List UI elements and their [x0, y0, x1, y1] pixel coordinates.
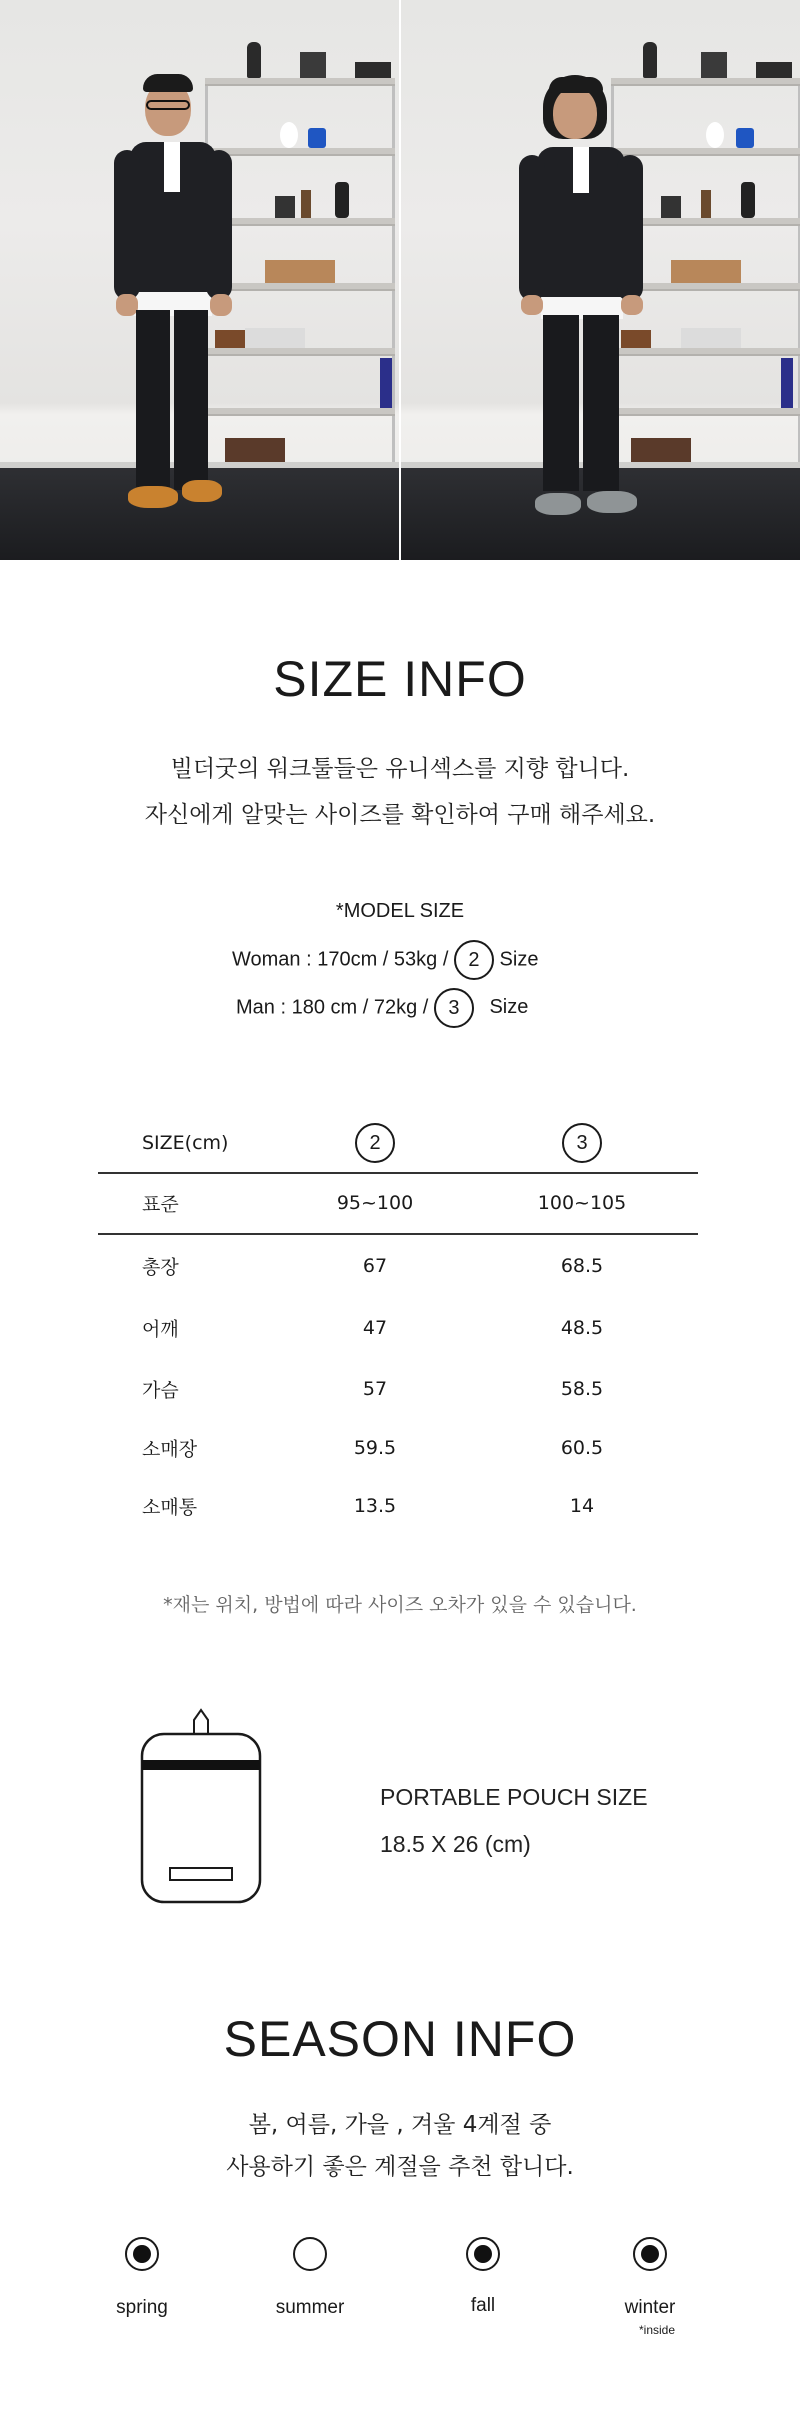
size-info-title: SIZE INFO: [273, 651, 527, 707]
season-line-2: 사용하기 좋은 계절을 추천 합니다.: [226, 2154, 574, 2180]
row-value: 67: [362, 1255, 388, 1277]
size-table-header: [98, 1113, 698, 1173]
row-label: 가슴: [142, 1379, 179, 1401]
size-header-label: SIZE(cm): [142, 1132, 229, 1154]
size-table: [98, 1113, 698, 1535]
season-summer: [250, 2237, 370, 2319]
season-winter: [590, 2237, 710, 2337]
row-value: 47: [362, 1316, 388, 1339]
model-woman-text: Woman : 170cm / 53kg /: [232, 948, 449, 971]
model-woman-size-badge: 2: [454, 940, 494, 980]
row-label: 소매통: [142, 1496, 198, 1519]
size-col-badge: 3: [562, 1123, 602, 1163]
row-value: 57: [362, 1377, 388, 1400]
model-woman-line: [232, 940, 538, 980]
size-intro-line-2: 자신에게 알맞는 사이즈를 확인하여 구매 해주세요.: [144, 802, 656, 828]
row-label: 표준: [142, 1193, 179, 1216]
size-intro-line-1: 빌더굿의 워크툴들은 유니섹스를 지향 합니다.: [170, 756, 630, 782]
woman-model: [531, 75, 671, 535]
model-photos: [0, 0, 800, 560]
row-value: 60.5: [560, 1437, 604, 1459]
row-value: 59.5: [353, 1437, 397, 1459]
season-label: winter: [624, 2297, 676, 2318]
pouch-size-title: PORTABLE POUCH SIZE: [380, 1784, 648, 1810]
table-row: [98, 1297, 698, 1358]
radio-empty-icon: [293, 2237, 327, 2271]
row-value: 48.5: [560, 1316, 604, 1339]
photo-woman-model: [401, 0, 800, 560]
model-man-text: Man : 180 cm / 72kg /: [236, 996, 429, 1019]
row-value: 100~105: [537, 1192, 627, 1214]
man-model: [120, 70, 260, 530]
table-row: [98, 1477, 698, 1535]
model-woman-size-word: Size: [499, 948, 539, 971]
table-row: [98, 1358, 698, 1419]
row-label: 총장: [142, 1256, 179, 1279]
row-value: 68.5: [560, 1255, 604, 1277]
model-man-line: [236, 988, 528, 1028]
table-row: [98, 1173, 698, 1233]
season-label: summer: [275, 2297, 345, 2318]
row-label: 어깨: [142, 1318, 179, 1340]
table-row: [98, 1419, 698, 1477]
row-value: 58.5: [560, 1377, 604, 1400]
season-info-title: SEASON INFO: [223, 2011, 577, 2067]
season-label: fall: [470, 2295, 496, 2316]
measurement-note: *재는 위치, 방법에 따라 사이즈 오차가 있을 수 있습니다.: [163, 1594, 637, 1616]
radio-selected-icon: [125, 2237, 159, 2271]
season-fall: [423, 2237, 543, 2317]
row-value: 95~100: [336, 1192, 414, 1214]
row-value: 13.5: [353, 1495, 397, 1517]
table-row: [98, 1235, 698, 1297]
season-line-1: 봄, 여름, 가을 , 겨울 4계절 중: [248, 2112, 552, 2138]
season-label: spring: [116, 2297, 168, 2318]
photo-man-model: [0, 0, 399, 560]
model-man-size-badge: 3: [434, 988, 474, 1028]
radio-selected-icon: [633, 2237, 667, 2271]
pouch-size-dimensions: 18.5 X 26 (cm): [380, 1831, 531, 1857]
model-size-heading: *MODEL SIZE: [335, 900, 465, 922]
size-col-badge: 2: [355, 1123, 395, 1163]
model-man-size-word: Size: [489, 996, 529, 1019]
row-label: 소매장: [142, 1438, 198, 1461]
pouch-illustration: [138, 1706, 264, 1906]
radio-selected-icon: [466, 2237, 500, 2271]
season-sublabel: *inside: [638, 2323, 676, 2337]
row-value: 14: [569, 1495, 595, 1517]
season-spring: [82, 2237, 202, 2319]
